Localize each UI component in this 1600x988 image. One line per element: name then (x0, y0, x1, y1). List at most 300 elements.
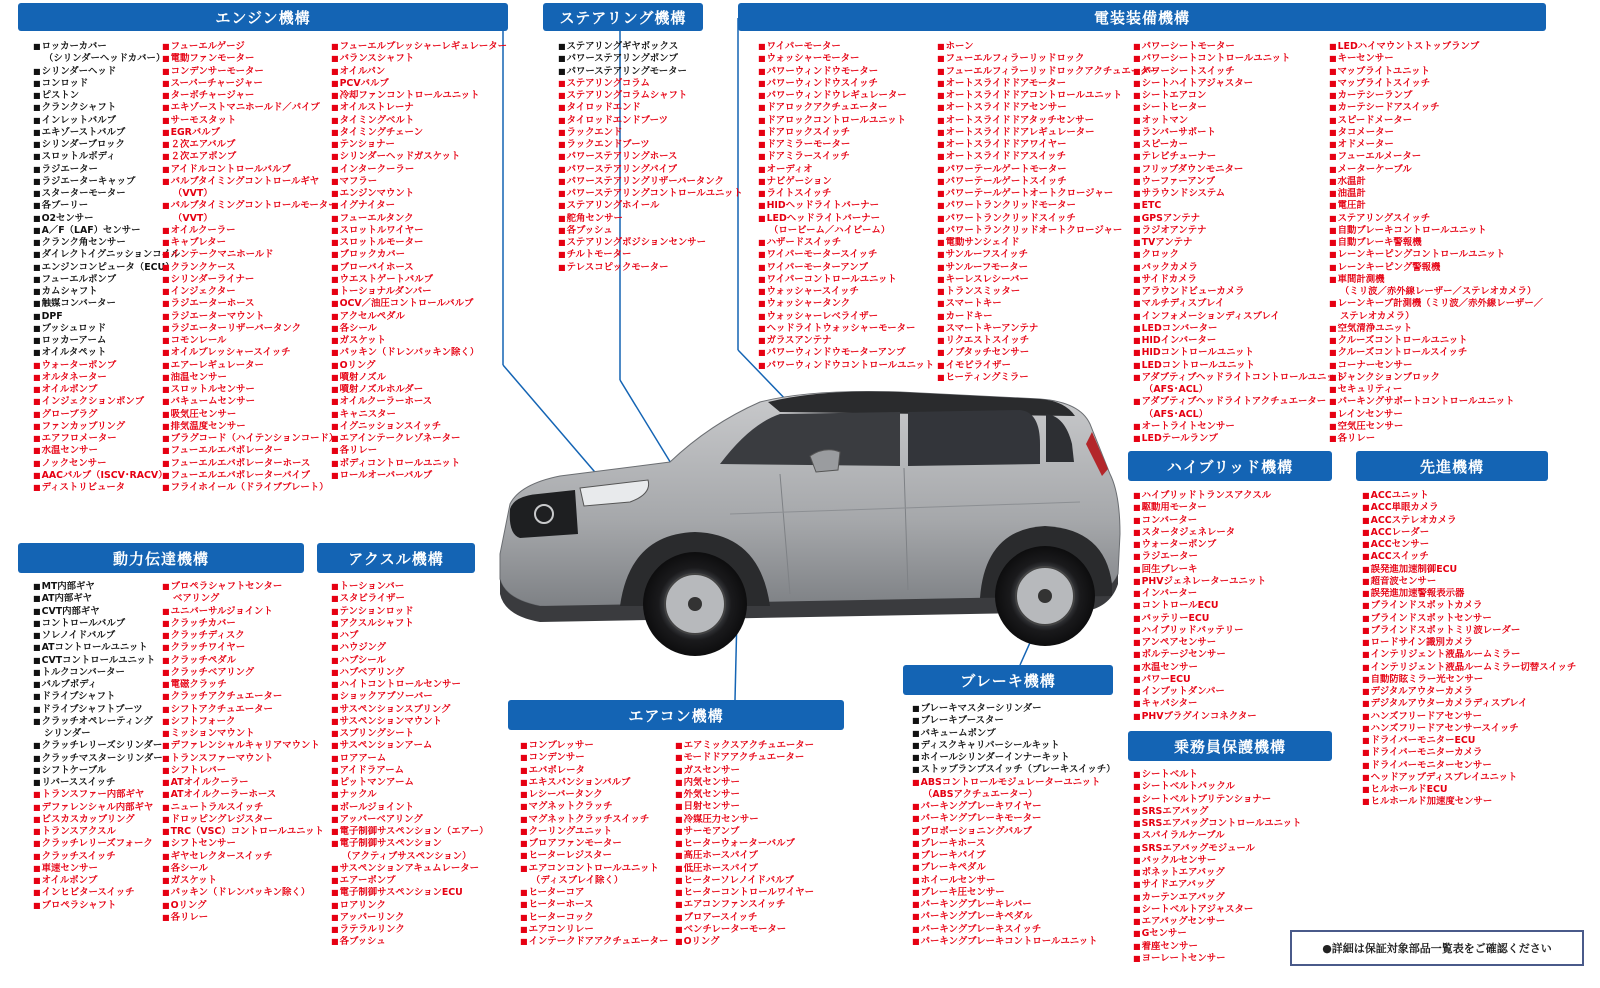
part-item: ■ ２次エアポンプ (162, 151, 338, 163)
part-item: ■ キャニスター (331, 409, 507, 421)
steering-list (558, 41, 743, 274)
part-item: ■ インフォメーションディスプレイ (1133, 311, 1345, 323)
part-item: ■ エアインテークレゾネーター (331, 433, 507, 445)
part-item: ■ パワーシートコントロールユニット (1133, 53, 1345, 65)
part-item: ■ DPF (33, 311, 180, 323)
part-item: ■ ワイパーモーター (758, 41, 934, 53)
part-item: ■ オートスライドドアセンサー (937, 102, 1159, 114)
part-item: ■ アイドラアーム (331, 765, 488, 777)
part-item: ■ 各ブッシュ (331, 936, 488, 948)
part-item: ■ エキゾーストバルブ (33, 127, 180, 139)
part-item: ■ SRSエアバッグコントロールユニット (1133, 818, 1301, 830)
part-item: ■ クラッチアクチュエーター (162, 691, 324, 703)
part-item: ■ LEDハイマウントストップランプ (1329, 41, 1543, 53)
part-item: ■ 自動防眩ミラー光センサー (1362, 674, 1576, 686)
part-item: ■ エアーレギュレーター (162, 360, 338, 372)
part-item: ■ ラジエーター (33, 164, 180, 176)
part-item: ■ 駆動用モーター (1133, 502, 1271, 514)
part-item: ■ 吸気圧センサー (162, 409, 338, 421)
part-item: ■ マップライトユニット (1329, 66, 1543, 78)
part-item: ■ 空気圧センサー (1329, 421, 1543, 433)
part-item: ■ ACCスイッチ (1362, 551, 1576, 563)
part-item: ■ オイルパン (331, 66, 507, 78)
part-item: ■ ヒーターホース (520, 899, 668, 911)
part-item: ■ テレビチューナー (1133, 151, 1345, 163)
part-item: ■ バッテリーECU (1133, 613, 1271, 625)
part-item: ■ Oリング (675, 936, 814, 948)
part-item: ■ ワイパーコントロールユニット (758, 274, 934, 286)
part-item: （AFS･ACL） (1144, 384, 1208, 395)
electrical-section-header: 電装装備機構 (738, 3, 1546, 31)
part-item: ■ フューエルエバポレーター (162, 445, 338, 457)
part-item: ■ ホーン (937, 41, 1159, 53)
part-item: ■ プラグコード（ハイテンションコード） (162, 433, 338, 445)
part-item: ■ シフトセンサー (162, 838, 324, 850)
part-item: ■ アクスルシャフト (331, 618, 488, 630)
part-item: ■ ブロアファンモーター (520, 838, 668, 850)
part-item: ■ ラジエーターリザーバータンク (162, 323, 338, 335)
part-item: ■ ハブベアリング (331, 667, 488, 679)
part-item: ■ SRSエアバッグ (1133, 806, 1301, 818)
part-item: ■ ノックセンサー (33, 458, 180, 470)
part-item: ■ ヒーターウォーターバルブ (675, 838, 814, 850)
part-item: ■ アッパーリンク (331, 912, 488, 924)
part-item: ■ ブロアースイッチ (675, 912, 814, 924)
part-item: ■ ドライバーモニターセンサー (1362, 760, 1576, 772)
part-item: （ロービーム／ハイビーム） (769, 224, 891, 236)
part-item: ■ パワーECU (1133, 674, 1271, 686)
part-item: ■ トーショナルダンパー (331, 286, 507, 298)
part-item: ■ 電子制御サスペンション（エアー） (331, 826, 488, 838)
part-item: ■ プロポーショニングバルブ (912, 826, 1115, 838)
electrical-list-col1 (758, 41, 934, 372)
occupant-section-header: 乗務員保護機構 (1128, 731, 1332, 761)
part-item: ■ パワーウィンドウモーターアンプ (758, 347, 934, 359)
drivetrain-section-header: 動力伝達機構 (18, 543, 304, 573)
part-item: ■ ATオイルクーラーホース (162, 789, 324, 801)
part-item: ■ パワーウィンドウスイッチ (758, 78, 934, 90)
part-item: （VVT） (173, 212, 213, 224)
part-item: ■ カムシャフト (33, 286, 180, 298)
part-item: ■ ガスケット (331, 335, 507, 347)
part-item: ■ マルチディスプレイ (1133, 298, 1345, 310)
part-item: ■ パワーステアリングポンプ (558, 53, 743, 65)
axle-section-header: アクスル機構 (317, 543, 475, 573)
part-item: ■ ウォーターポンプ (1133, 539, 1271, 551)
part-item: ■ シフトケーブル (33, 765, 163, 777)
part-item: ■ クラッチカバー (162, 618, 324, 630)
part-item: （ミリ波／赤外線レーザー／ステレオカメラ） (1340, 286, 1537, 297)
part-item: ■ HIDインバーター (1133, 335, 1345, 347)
part-item: ■ ラテラルリンク (331, 924, 488, 936)
part-item: ■ バックカメラ (1133, 262, 1345, 274)
part-item: （シリンダーヘッドカバー） (44, 53, 166, 65)
part-item: ■ ステアリングギヤボックス (558, 41, 743, 53)
part-item: ■ デファレンシャルキャリアマウント (162, 740, 324, 752)
part-item: ■ スターターモーター (33, 188, 180, 200)
part-item: ■ ロアリンク (331, 900, 488, 912)
part-item: ■ 自動ブレーキ警報機 (1329, 237, 1543, 249)
part-item: ■ ロードサイン識別カメラ (1362, 637, 1576, 649)
part-item: ■ アラウンドビューカメラ (1133, 286, 1345, 298)
part-item: ■ 各リレー (331, 445, 507, 457)
part-item: ■ パワーステアリングリザーバータンク (558, 176, 743, 188)
part-item: ■ パワーシートモーター (1133, 41, 1345, 53)
part-item: ■ 噴射ノズル (331, 372, 507, 384)
part-item: ■ 着座センサー (1133, 941, 1301, 953)
part-item: ■ 舵角センサー (558, 213, 743, 225)
part-item: ■ ドライバーモニターECU (1362, 735, 1576, 747)
part-item: ■ シートベルトアジャスター (1133, 904, 1301, 916)
part-item: ■ クラッチペダル (162, 655, 324, 667)
part-item: ■ ブレーキブースター (912, 715, 1115, 727)
part-item: ■ シフトレバー (162, 765, 324, 777)
part-item: ■ スピードメーター (1329, 115, 1543, 127)
part-item: ■ パワートランクリッドスイッチ (937, 213, 1159, 225)
part-item: ■ 各ブッシュ (558, 225, 743, 237)
part-item: ■ スプリングシート (331, 728, 488, 740)
part-item: ■ ランバーサポート (1133, 127, 1345, 139)
part-item: ■ ユニバーサルジョイント (162, 606, 324, 618)
part-item: ■ シートベルト (1133, 769, 1301, 781)
part-item: ■ Gセンサー (1133, 928, 1301, 940)
part-item: ■ オートスライドドアモーター (937, 78, 1159, 90)
part-item: ■ スタータジェネレータ (1133, 527, 1271, 539)
part-item: ■ スパイラルケーブル (1133, 830, 1301, 842)
engine-list-col2 (162, 41, 338, 494)
part-item: ■ オイルポンプ (33, 875, 163, 887)
part-item: ■ A／F（LAF）センサー (33, 225, 180, 237)
part-item: ■ 高圧ホースパイプ (675, 850, 814, 862)
part-item: ■ LEDヘッドライトバーナー (758, 213, 934, 225)
part-item: ■ シートヒーター (1133, 102, 1345, 114)
part-item: ■ ドアロックコントロールユニット (758, 115, 934, 127)
details-note: ●詳細は保証対象部品一覧表をご確認ください (1290, 930, 1584, 966)
part-item: ■ ビスカスカップリング (33, 814, 163, 826)
part-item: ■ パワーテールゲートオートクロージャー (937, 188, 1159, 200)
part-item: ■ コンデンサー (520, 752, 668, 764)
part-item: ■ ヒーターコントロールワイヤー (675, 887, 814, 899)
engine-list-col3 (331, 41, 507, 482)
electrical-list-col4 (1329, 41, 1543, 445)
part-item: ■ サスペンションスプリング (331, 704, 488, 716)
part-item: ■ レーンキーピング警報機 (1329, 262, 1543, 274)
part-item: ■ LEDコンバーター (1133, 323, 1345, 335)
part-item: ■ 各リレー (162, 912, 324, 924)
part-item: ■ インジェクションポンプ (33, 396, 180, 408)
part-item: ■ デファレンシャル内部ギヤ (33, 802, 163, 814)
part-item: ■ クランクケース (162, 262, 338, 274)
part-item: ■ コントロールECU (1133, 600, 1271, 612)
part-item: ■ 電動ファンモーター (162, 53, 338, 65)
part-item: ■ クラッチレリーズシリンダー (33, 740, 163, 752)
part-item: ■ ブレーキペダル (912, 862, 1115, 874)
part-item: ■ ボールジョイント (331, 802, 488, 814)
part-item: ■ ステアリングホイール (558, 200, 743, 212)
part-item: ■ 空気清浄ユニット (1329, 323, 1543, 335)
part-item: ■ サンルーフスイッチ (937, 249, 1159, 261)
part-item: ■ プッシュロッド (33, 323, 180, 335)
part-item: ■ チルトモーター (558, 249, 743, 261)
part-item: ■ LEDコントロールユニット (1133, 360, 1345, 372)
part-item: ■ ２次エアバルブ (162, 139, 338, 151)
part-item: ■ オイルクーラー (162, 225, 338, 237)
part-item: ■ ディストリビュータ (33, 482, 180, 494)
part-item: ■ エアミックスアクチュエーター (675, 740, 814, 752)
part-item: ■ サスペンションアキュムレーター (331, 863, 488, 875)
part-item: ■ Oリング (331, 360, 507, 372)
part-item: ■ コーナーセンサー (1329, 360, 1543, 372)
part-item: ■ オルタネーター (33, 372, 180, 384)
part-item: ■ オートスライドドアスイッチ (937, 151, 1159, 163)
part-item: ■ 各リレー (1329, 433, 1543, 445)
part-item: （ディスプレイ除く） (531, 874, 624, 886)
part-item: ■ コモンレール (162, 335, 338, 347)
part-item: ■ オットマン (1133, 115, 1345, 127)
part-item: ■ アッパーベアリング (331, 814, 488, 826)
part-item: ■ ブロックカバー (331, 249, 507, 261)
part-item: ■ 排気温度センサー (162, 421, 338, 433)
part-item: ■ サンルーフモーター (937, 262, 1159, 274)
part-item: ■ ディスクキャリパーシールキット (912, 740, 1115, 752)
part-item: ■ クラッチマスターシリンダー (33, 753, 163, 765)
part-item: ■ サスペンションアーム (331, 740, 488, 752)
part-item: ■ ドロッピングレジスター (162, 814, 324, 826)
part-item: ■ トランスファー内部ギヤ (33, 789, 163, 801)
part-item: ■ シートエアコン (1133, 90, 1345, 102)
part-item: ■ リクエストスイッチ (937, 335, 1159, 347)
part-item: ■ ETC (1133, 200, 1345, 212)
part-item: ■ ラジエーター (1133, 551, 1271, 563)
part-item: ■ アダプティブヘッドライトコントロールユニット (1133, 372, 1345, 384)
part-item: ■ サラウンドシステム (1133, 188, 1345, 200)
part-item: （アクティブサスペンション） (342, 850, 472, 862)
part-item: ■ 車速センサー (33, 863, 163, 875)
part-item: ■ ウォッシャーレベライザー (758, 311, 934, 323)
part-item: ■ ハイブリッドトランスアクスル (1133, 490, 1271, 502)
part-item: ■ インヒビタースイッチ (33, 887, 163, 899)
drivetrain-list-col1 (33, 581, 163, 912)
part-item: ■ ACC単眼カメラ (1362, 502, 1576, 514)
part-item: ■ レーンキーピングコントロールユニット (1329, 249, 1543, 261)
part-item: ■ PCVバルブ (331, 78, 507, 90)
brake-list (912, 703, 1115, 948)
part-item: ■ モードドアアクチュエーター (675, 752, 814, 764)
part-item: ■ パーキングブレーキワイヤー (912, 801, 1115, 813)
aircon-list-col1 (520, 740, 668, 948)
electrical-list-col3 (1133, 41, 1345, 445)
part-item: ■ パワーテールゲートスイッチ (937, 176, 1159, 188)
part-item: ■ インテークドアアクチュエーター (520, 936, 668, 948)
part-item: ■ 水温センサー (1133, 662, 1271, 674)
part-item: ■ ヒーターコア (520, 887, 668, 899)
part-item: ■ ATコントロールユニット (33, 642, 163, 654)
part-item: ■ エンジンマウント (331, 188, 507, 200)
part-item: ■ フューエルタンク (331, 213, 507, 225)
part-item: ■ グロープラグ (33, 409, 180, 421)
part-item: ■ ベンチレーターモーター (675, 924, 814, 936)
part-item: ■ タコメーター (1329, 127, 1543, 139)
part-item: ■ O2センサー (33, 213, 180, 225)
part-item: ■ スロットルワイヤー (331, 225, 507, 237)
part-item: ■ ドアロックアクチュエーター (758, 102, 934, 114)
part-item: ■ レーンキープ計測機（ミリ波／赤外線レーザー／ (1329, 298, 1543, 310)
part-item: ■ ボディコントロールユニット (331, 458, 507, 470)
hybrid-section-header: ハイブリッド機構 (1128, 451, 1332, 481)
engine-section-header: エンジン機構 (18, 3, 508, 31)
part-item: ■ マグネットクラッチスイッチ (520, 814, 668, 826)
part-item: ■ ラジエーターホース (162, 298, 338, 310)
part-item: ■ ブローバイホース (331, 262, 507, 274)
part-item: ■ フューエルポンプ (33, 274, 180, 286)
part-item: ■ ガスケット (162, 875, 324, 887)
part-item: ■ 電圧計 (1329, 200, 1543, 212)
part-item: ■ ショックアブソーバー (331, 691, 488, 703)
part-item: ■ コントロールバルブ (33, 618, 163, 630)
engine-list-col1 (33, 41, 180, 494)
part-item: ■ メーターケーブル (1329, 164, 1543, 176)
part-item: ■ エキゾーストマニホールド／パイプ (162, 102, 338, 114)
part-item: ■ エアフロメーター (33, 433, 180, 445)
part-item: ■ バルブボディ (33, 679, 163, 691)
part-item: ■ ラックエンド (558, 127, 743, 139)
part-item: ■ キャブレター (162, 237, 338, 249)
part-item: ■ スタビライザー (331, 593, 488, 605)
part-item: ■ ロッカーカバー (33, 41, 180, 53)
part-item: ■ ラックエンドブーツ (558, 139, 743, 151)
part-item: ■ 水温計 (1329, 176, 1543, 188)
part-item: ■ インレットバルブ (33, 115, 180, 127)
part-item: ■ フューエルフィラーリッドロック (937, 53, 1159, 65)
part-item: ■ ステアリングポジションセンサー (558, 237, 743, 249)
part-item: ■ ACCステレオカメラ (1362, 515, 1576, 527)
electrical-list-col2 (937, 41, 1159, 384)
part-item: ■ クランクシャフト (33, 102, 180, 114)
part-item: ■ 各シール (331, 323, 507, 335)
part-item: ■ 油温センサー (162, 372, 338, 384)
part-item: ■ クラッチオペレーティング (33, 716, 163, 728)
part-item: ■ シリンダーヘッド (33, 66, 180, 78)
part-item: ■ フューエルプレッシャーレギュレーター (331, 41, 507, 53)
part-item: ■ ハウジング (331, 642, 488, 654)
part-item: ■ シリンダーライナー (162, 274, 338, 286)
part-item: ■ 自動ブレーキコントロールユニット (1329, 225, 1543, 237)
hybrid-list (1133, 490, 1271, 723)
part-item: ■ 冷却ファンコントロールユニット (331, 90, 507, 102)
part-item: ■ ヒーターレジスター (520, 850, 668, 862)
part-item: ■ ホイールセンサー (912, 875, 1115, 887)
part-item: ■ ウーファーアンプ (1133, 176, 1345, 188)
part-item: ■ スロットルセンサー (162, 384, 338, 396)
part-item: ■ HIDヘッドライトバーナー (758, 200, 934, 212)
part-item: ■ ドライバーモニターカメラ (1362, 747, 1576, 759)
steering-section-header: ステアリング機構 (543, 3, 703, 31)
part-item: ■ インテリジェント液晶ルームミラー (1362, 649, 1576, 661)
part-item: ■ PHVジェネレーターユニット (1133, 576, 1271, 588)
part-item: ■ CVTコントロールユニット (33, 655, 163, 667)
part-item: ■ アンペアセンサー (1133, 637, 1271, 649)
part-item: ■ ヘッドアップディスプレイユニット (1362, 772, 1576, 784)
part-item: （AFS･ACL） (1144, 408, 1208, 420)
part-item: ■ バランスシャフト (331, 53, 507, 65)
part-item: ■ テンションロッド (331, 606, 488, 618)
part-item: ■ SRSエアバッグモジュール (1133, 843, 1301, 855)
part-item: ■ セキュリティー (1329, 384, 1543, 396)
part-item: ■ ハブ (331, 630, 488, 642)
part-item: ■ オートスライドドアレギュレーター (937, 127, 1159, 139)
part-item: ■ オイルクーラーホース (331, 396, 507, 408)
part-item: ■ ストップランプスイッチ（ブレーキスイッチ） (912, 764, 1115, 776)
part-item: ■ ミッションマウント (162, 728, 324, 740)
part-item: ■ ヒーティングミラー (937, 372, 1159, 384)
part-item: ベアリング (173, 593, 220, 605)
part-item: ■ オイルプレッシャースイッチ (162, 347, 338, 359)
part-item: ■ ACCユニット (1362, 490, 1576, 502)
part-item: ■ ニュートラルスイッチ (162, 802, 324, 814)
part-item: ■ ブラインドスポットミリ波レーダー (1362, 625, 1576, 637)
part-item: ■ パーキングサポートコントロールユニット (1329, 396, 1543, 408)
part-item: ■ オートスライドドアワイヤー (937, 139, 1159, 151)
part-item: ■ パワーウィンドウモーター (758, 66, 934, 78)
part-item: ■ ABSコントロールモジュレーターユニット (912, 777, 1115, 789)
part-item: ■ レシーバータンク (520, 789, 668, 801)
part-item: ■ パワートランクリッドモーター (937, 200, 1159, 212)
part-item: ■ サーモアンプ (675, 826, 814, 838)
part-item: ■ トランスファーマウント (162, 753, 324, 765)
part-item: ■ TRC（VSC）コントロールユニット (162, 826, 324, 838)
part-item: ■ コンロッド (33, 78, 180, 90)
part-item: ■ サスペンションマウント (331, 716, 488, 728)
part-item: ■ ホイールシリンダーインナーキット (912, 752, 1115, 764)
part-item: ■ ブラインドスポットカメラ (1362, 600, 1576, 612)
part-item: ■ クロック (1133, 249, 1345, 261)
part-item: ■ カードキー (937, 311, 1159, 323)
part-item: ■ エアコンリレー (520, 924, 668, 936)
part-item: ■ ギヤセレクタースイッチ (162, 851, 324, 863)
part-item: ■ オーディオ (758, 164, 934, 176)
part-item: ■ 車間計測機 (1329, 274, 1543, 286)
part-item: ■ ロッカーアーム (33, 335, 180, 347)
part-item: ■ バルブタイミングコントロールギヤ (162, 176, 338, 188)
part-item: ■ ハンズフリードアセンサースイッチ (1362, 723, 1576, 735)
part-item: ■ ヘッドライトウォッシャーモーター (758, 323, 934, 335)
part-item: ■ ACCレーダー (1362, 527, 1576, 539)
part-item: ■ ステアリングコラム (558, 78, 743, 90)
part-item: ■ フリップダウンモニター (1133, 164, 1345, 176)
part-item: ■ フューエルメーター (1329, 151, 1543, 163)
part-item: ■ シリンダーブロック (33, 139, 180, 151)
part-item: ■ ピストン (33, 90, 180, 102)
part-item: ■ オイルポンプ (33, 384, 180, 396)
part-item: ■ ガラスアンテナ (758, 335, 934, 347)
part-item: ■ シートハイトアジャスター (1133, 78, 1345, 90)
part-item: ■ スマートキー (937, 298, 1159, 310)
aircon-section-header: エアコン機構 (508, 700, 844, 730)
part-item: ■ ステアリングコラムシャフト (558, 90, 743, 102)
part-item: ■ デジタルアウターカメラディスプレイ (1362, 698, 1576, 710)
part-item: ■ パワーテールゲートモーター (937, 164, 1159, 176)
advanced-list (1362, 490, 1576, 809)
part-item: ■ ヒーターソレノイドバルブ (675, 875, 814, 887)
part-item: ■ 電子制御サスペンションECU (331, 887, 488, 899)
part-item: ■ ファンカップリング (33, 421, 180, 433)
part-item: ■ クルーズコントロールスイッチ (1329, 347, 1543, 359)
part-item: ■ Oリング (162, 900, 324, 912)
part-item: ■ 日射センサー (675, 801, 814, 813)
part-item: ■ カーテシードアスイッチ (1329, 102, 1543, 114)
part-item: ■ カーテシーランプ (1329, 90, 1543, 102)
part-item: ステレオカメラ） (1340, 310, 1415, 322)
